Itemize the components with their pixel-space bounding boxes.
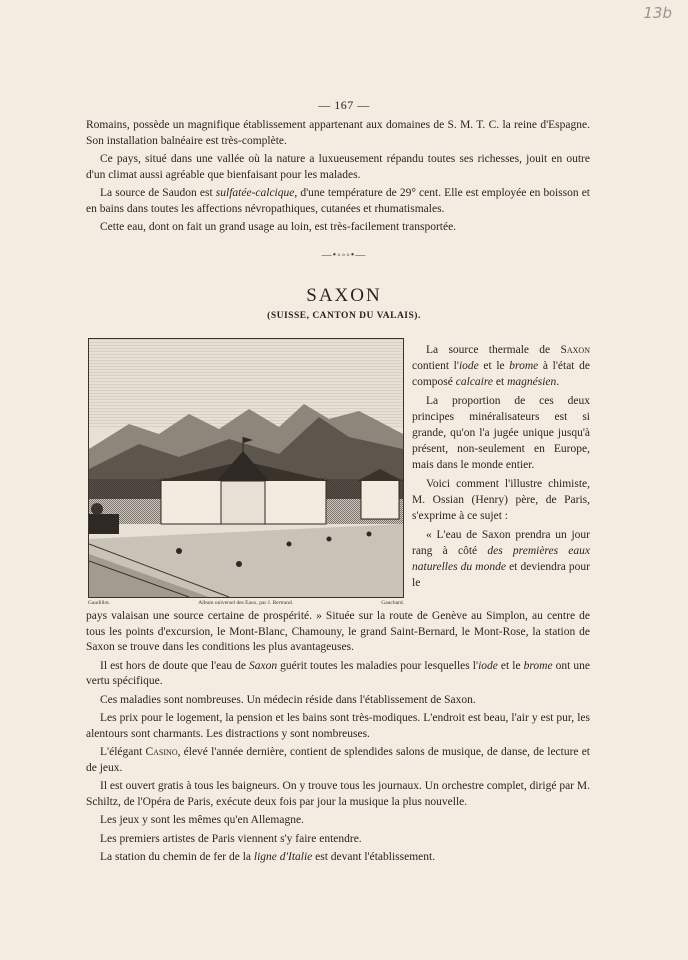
- paragraph: Il est ouvert gratis à tous les baigneurs. On y trouve tous les journaux. Un orchestre complet, dirigé par M. Schiltz, de l'Opéra de Paris, exécute deux fois par jour la musique la plus nouvelle.: [86, 780, 590, 808]
- engraving-illustration: [88, 338, 404, 598]
- paragraph: La source de Saudon est sulfatée-calcique, d'une température de 29° cent. Elle est employée en boisson et en bains dans toutes les affections névropathiques, cutanées et rhumatismales.: [86, 187, 590, 215]
- engraving-image: [89, 339, 403, 597]
- ornamental-separator: —•◦◦◦•—: [321, 250, 367, 261]
- paragraph: Il est hors de doute que l'eau de Saxon guérit toutes les maladies pour lesquelles l'iode et le brome ont une vertu spécifique.: [86, 659, 590, 687]
- page-number: — 167 —: [318, 98, 370, 112]
- section-title: SAXON: [306, 285, 382, 306]
- caption-engraver-left: Gaudillot.: [88, 600, 111, 606]
- paragraph: « L'eau de Saxon prendra un jour rang à côté des premières eaux naturelles du monde et deviendra pour le: [412, 529, 590, 589]
- paragraph: L'élégant Casino, élevé l'année dernière, contient de splendides salons de musique, de danse, de lecture et de jeux.: [86, 746, 591, 774]
- image-caption: [88, 600, 404, 606]
- paragraph: Les premiers artistes de Paris viennent s'y faire entendre.: [100, 832, 362, 845]
- paragraph: pays valaisan une source certaine de prospérité. » Située sur la route de Genève au Simplon, au centre de tous les points d'excursion, le Mont-Blanc, Chamouny, le grand Saint-Bernard, le Mont-Rose, la station de Saxon se trouve dans les conditions les plus avantageuses.: [86, 610, 590, 653]
- paragraph: Voici comment l'illustre chimiste, M. Ossian (Henry) père, de Paris, s'exprime à ce sujet :: [412, 478, 590, 522]
- paragraph: La station du chemin de fer de la ligne d'Italie est devant l'établissement.: [100, 851, 436, 863]
- paragraph: La proportion de ces deux principes minéralisateurs est si grande, qu'on l'a jugée unique jusqu'à présent, non-seulement en Europe, mais dans le monde entier.: [412, 395, 590, 471]
- paragraph: Romains, possède un magnifique établissement appartenant aux domaines de S. M. T. C. la reine d'Espagne. Son installation balnéaire est très-complète.: [86, 119, 590, 147]
- paragraph: Les prix pour le logement, la pension et les bains sont très-modiques. L'endroit est beau, l'air y est pur, les alentours sont charmants. Les distractions y sont nombreuses.: [86, 712, 590, 740]
- right-column-text: [412, 342, 590, 594]
- caption-source: Album universel des Eaux, par J. Bertrand.: [198, 600, 294, 606]
- caption-engraver-right: Gauchard.: [381, 600, 404, 606]
- bottom-text-block: [86, 609, 590, 869]
- paragraph: Ce pays, situé dans une vallée où la nature a luxueusement répandu toutes ses richesses, jouit en outre d'un climat aussi agréable que bienfaisant pour les malades.: [86, 153, 590, 181]
- paragraph: La source thermale de Saxon contient l'iode et le brome à l'état de composé calcaire et magnésien.: [412, 344, 590, 388]
- paragraph: Les jeux y sont les mêmes qu'en Allemagne.: [100, 814, 304, 826]
- paragraph: Cette eau, dont on fait un grand usage au loin, est très-facilement transportée.: [100, 221, 457, 233]
- handwritten-page-note: 13b: [643, 4, 672, 22]
- top-text-block: [86, 118, 590, 239]
- paragraph: Ces maladies sont nombreuses. Un médecin réside dans l'établissement de Saxon.: [100, 693, 476, 706]
- section-subtitle: (SUISSE, CANTON DU VALAIS).: [267, 311, 421, 321]
